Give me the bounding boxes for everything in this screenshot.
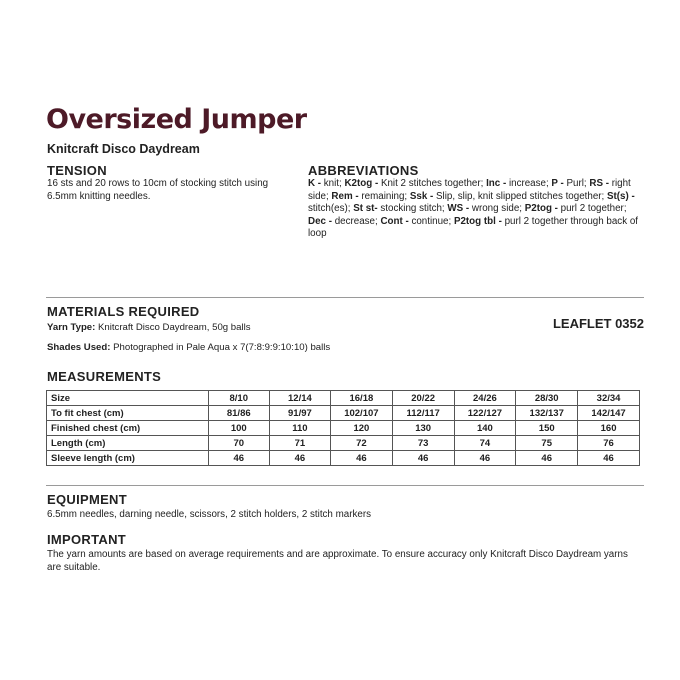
abbreviation-term: Cont - [380, 215, 412, 227]
abbreviation-definition: knit; [323, 178, 345, 189]
tension-text: 16 sts and 20 rows to 10cm of stocking stitch using 6.5mm knitting needles. [47, 178, 269, 202]
shades-used-line [47, 342, 330, 353]
row-label: Finished chest (cm) [47, 421, 209, 436]
table-cell: 122/127 [454, 406, 516, 421]
important-heading: IMPORTANT [47, 532, 127, 547]
table-cell: 102/107 [330, 406, 392, 421]
abbreviation-term: P2tog - [524, 203, 561, 215]
abbreviation-definition: stitch(es); [308, 203, 354, 215]
table-cell: 24/26 [454, 391, 516, 406]
yarn-type-label: Yarn Type: [47, 322, 96, 333]
abbreviation-term: RS - [589, 178, 612, 189]
leaflet-number: LEAFLET 0352 [552, 316, 644, 331]
abbreviation-definition: continue; [411, 215, 454, 227]
table-row [47, 436, 640, 451]
abbreviation-term: Dec - [308, 215, 335, 227]
table-cell: 46 [208, 451, 269, 466]
table-cell: 150 [516, 421, 578, 436]
table-cell: 100 [208, 421, 269, 436]
abbreviation-definition: Slip, slip, knit slipped stitches together; [435, 190, 607, 202]
abbreviation-definition: stocking stitch; [380, 203, 448, 215]
yarn-type-value: Knitcraft Disco Daydream, 50g balls [95, 322, 251, 333]
table-cell: 46 [454, 451, 516, 466]
abbreviation-definition: purl 2 together through back of loop [308, 215, 638, 240]
table-cell: 81/86 [208, 406, 269, 421]
abbreviation-term: P - [551, 178, 567, 189]
table-cell: 132/137 [516, 406, 578, 421]
table-row [47, 451, 640, 466]
table-cell: 130 [392, 421, 454, 436]
table-cell: 142/147 [578, 406, 640, 421]
abbreviation-definition: wrong side; [471, 203, 525, 215]
abbreviation-term: K2tog - [344, 178, 381, 189]
table-cell: 160 [578, 421, 640, 436]
abbreviations-text [308, 178, 642, 241]
abbreviation-term: Ssk - [409, 190, 436, 202]
shades-used-value: Photographed in Pale Aqua x 7(7:8:9:9:10:10) balls [110, 342, 331, 353]
table-cell: 71 [269, 436, 330, 451]
page-subtitle: Knitcraft Disco Daydream [47, 142, 200, 156]
abbreviation-term: P2tog tbl - [453, 215, 505, 227]
abbreviation-definition: decrease; [334, 215, 381, 227]
measurements-heading: MEASUREMENTS [47, 369, 162, 384]
abbreviations-heading: ABBREVIATIONS [308, 163, 419, 178]
abbreviation-definition: Purl; [566, 178, 590, 189]
row-label: Size [47, 391, 209, 406]
table-cell: 46 [516, 451, 578, 466]
table-cell: 8/10 [208, 391, 269, 406]
abbreviation-term: Rem - [331, 190, 362, 202]
abbreviation-definition: remaining; [361, 190, 410, 202]
row-label: Sleeve length (cm) [47, 451, 209, 466]
table-row [47, 391, 640, 406]
table-cell: 46 [269, 451, 330, 466]
page-title: Oversized Jumper [46, 104, 307, 135]
abbreviation-definition: Knit 2 stitches together; [380, 178, 487, 189]
table-cell: 76 [578, 436, 640, 451]
important-text: The yarn amounts are based on average requirements and are approximate. To ensure accuracy only Knitcraft Disco Daydream yarns are suitable. [47, 549, 628, 573]
shades-used-label: Shades Used: [47, 342, 111, 353]
abbreviation-term: WS - [447, 203, 472, 215]
table-cell: 74 [454, 436, 516, 451]
table-cell: 70 [208, 436, 269, 451]
equipment-text: 6.5mm needles, darning needle, scissors, 2 stitch holders, 2 stitch markers [47, 509, 371, 520]
divider [46, 297, 644, 298]
abbreviation-term: K - [308, 178, 324, 189]
row-label: Length (cm) [47, 436, 209, 451]
abbreviation-term: St st- [353, 203, 381, 215]
table-cell: 72 [330, 436, 392, 451]
abbreviation-definition: purl 2 together; [560, 203, 627, 215]
table-cell: 110 [269, 421, 330, 436]
table-cell: 140 [454, 421, 516, 436]
measurements-table [46, 390, 640, 466]
table-cell: 32/34 [578, 391, 640, 406]
divider [46, 485, 644, 486]
tension-heading: TENSION [47, 163, 107, 178]
table-cell: 28/30 [516, 391, 578, 406]
table-cell: 16/18 [330, 391, 392, 406]
table-cell: 112/117 [392, 406, 454, 421]
abbreviation-definition: right side; [308, 178, 631, 202]
abbreviation-definition: increase; [508, 178, 552, 189]
table-cell: 91/97 [269, 406, 330, 421]
table-cell: 20/22 [392, 391, 454, 406]
table-cell: 46 [392, 451, 454, 466]
abbreviation-term: St(s) - [606, 190, 635, 202]
row-label: To fit chest (cm) [47, 406, 209, 421]
materials-heading: MATERIALS REQUIRED [47, 304, 200, 319]
table-cell: 12/14 [269, 391, 330, 406]
table-row [47, 421, 640, 436]
table-cell: 75 [516, 436, 578, 451]
table-cell: 46 [330, 451, 392, 466]
equipment-heading: EQUIPMENT [47, 492, 127, 507]
table-cell: 46 [578, 451, 640, 466]
table-cell: 73 [392, 436, 454, 451]
table-cell: 120 [330, 421, 392, 436]
table-row [47, 406, 640, 421]
abbreviation-term: Inc - [486, 178, 509, 189]
yarn-type-line [47, 322, 251, 333]
